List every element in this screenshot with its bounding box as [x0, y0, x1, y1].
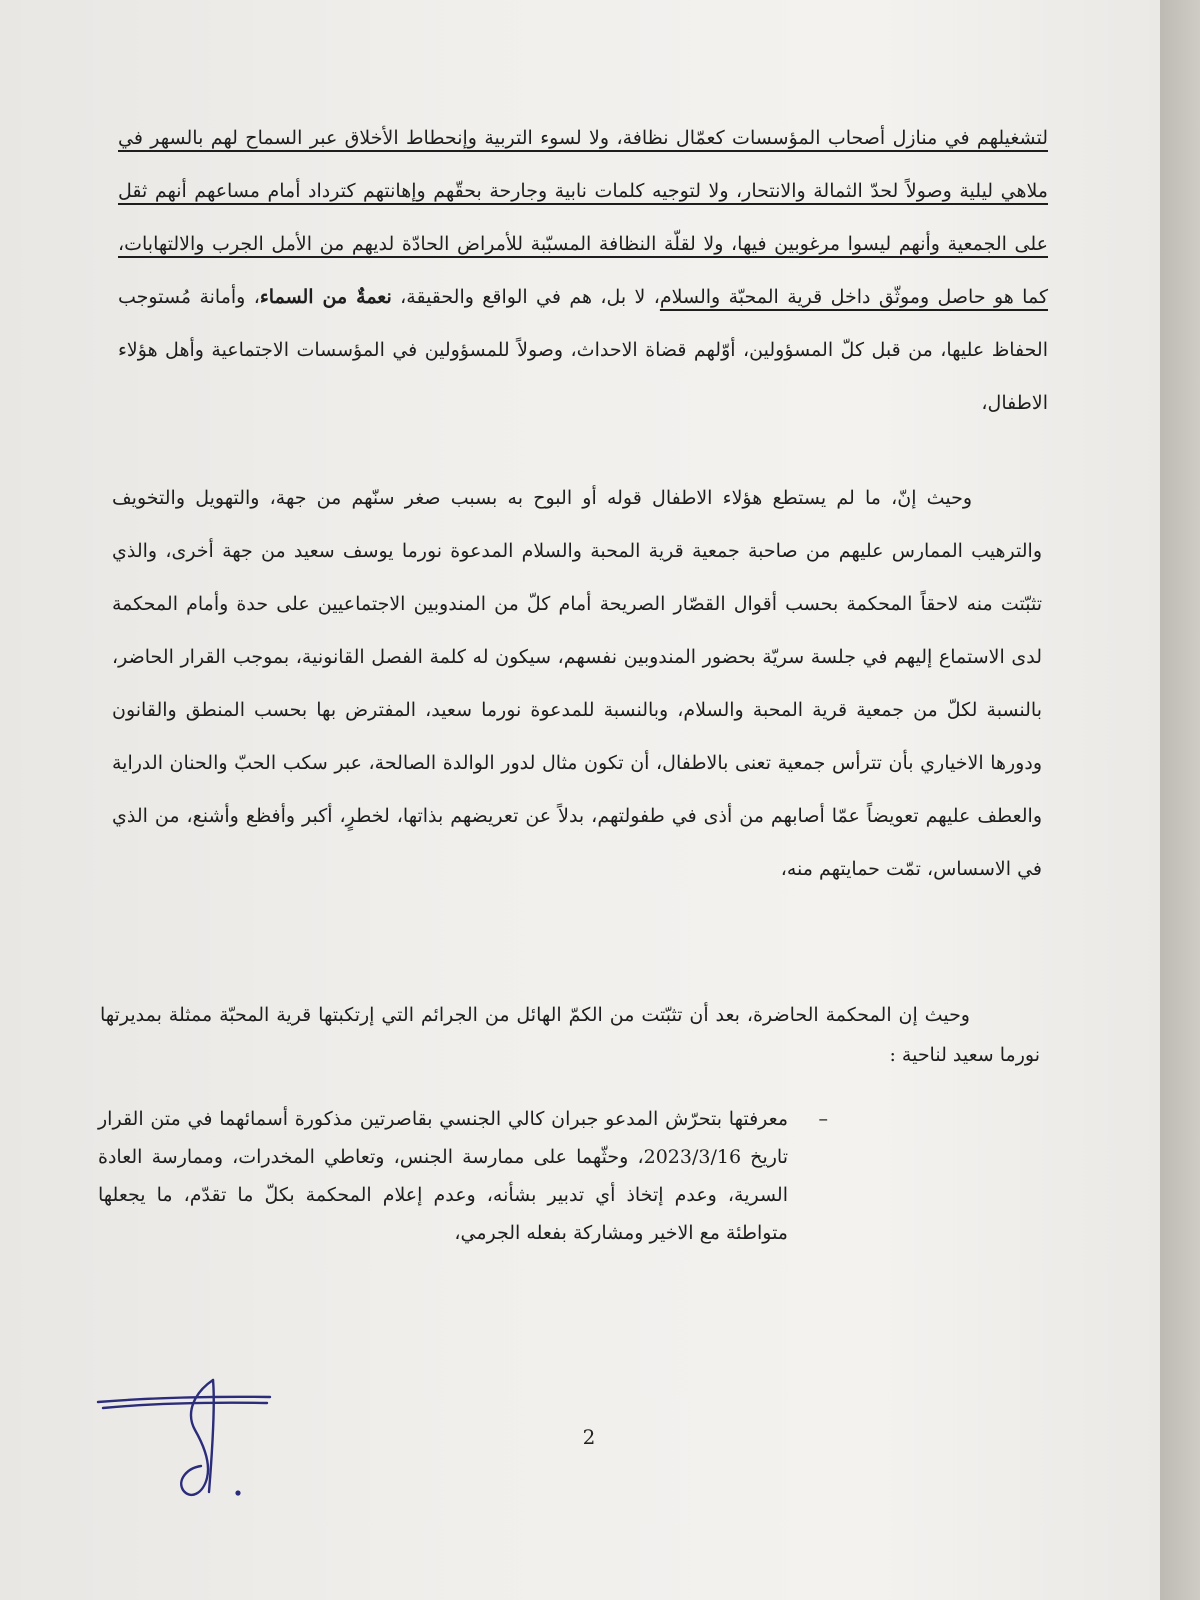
bullet-item: [98, 1100, 828, 1252]
paragraph-children-blessing: [118, 112, 1048, 430]
paragraph-whereas-court: [100, 995, 1040, 1075]
passage-text-end: ، وأمانة مُستوجب الحفاظ عليها، من قبل كلّ المسؤولين، أوّلهم قضاة الاحداث، وصولاً للمسؤولين في المؤسسات الاجتماعية وأهل هؤلاء الاطفال،: [118, 286, 1048, 414]
bullet-text: معرفتها بتحرّش المدعو جبران كالي الجنسي بقاصرتين مذكورة أسمائهما في متن القرار تاريخ 2023/3/16، وحثّهما على ممارسة الجنس، وتعاطي المخدرات، وممارسة العادة السرية، وعدم إتخاذ أي تدبير بشأنه، وعدم إعلام المحكمة بكلّ ما تقدّم، ما يجعلها متواطئة مع الاخير ومشاركة بفعله الجرمي،: [98, 1108, 788, 1244]
signature: [95, 1372, 275, 1512]
passage-text: ، لا بل، هم في الواقع والحقيقة،: [391, 286, 660, 308]
page-number: 2: [582, 1425, 596, 1449]
page-edge-shadow: [1160, 0, 1200, 1600]
underlined-passage: لتشغيلهم في منازل أصحاب المؤسسات كعمّال نظافة، ولا لسوء التربية وإنحطاط الأخلاق عبر السماح لهم بالسهر في ملاهي ليلية وصولاً لحدّ الثمالة والانتحار، ولا لتوجيه كلمات نابية وجارحة بحقّهم وإهانتهم كترداد أمام مساعهم أنهم ثقل على الجمعية وأنهم ليسوا مرغوبين فيها، ولا لقلّة النظافة المسبّبة للأمراض الحادّة لديهم من الأمل الجرب والالتهابات، كما هو حاصل وموثّق داخل قرية المحبّة والسلام: [118, 127, 1048, 308]
bullet-dash: –: [818, 1108, 828, 1130]
bold-phrase: نعمةٌ من السماء: [259, 286, 392, 308]
paragraph-whereas-children: [112, 472, 1042, 896]
paragraph-text: وحيث إن المحكمة الحاضرة، بعد أن تثبّتت من الكمّ الهائل من الجرائم التي إرتكبتها قرية المحبّة ممثلة بمديرتها نورما سعيد لناحية :: [100, 1004, 1040, 1066]
paragraph-text: وحيث إنّ، ما لم يستطع هؤلاء الاطفال قوله أو البوح به بسبب صغر سنّهم من جهة، والتهويل والتخويف والترهيب الممارس عليهم من صاحبة جمعية قرية المحبة والسلام المدعوة نورما يوسف سعيد من جهة أخرى، والذي تثبّتت منه لاحقاً المحكمة بحسب أقوال القصّار الصريحة أمام كلّ من المندوبين الاجتماعيين على حدة وأمام المحكمة لدى الاستماع إليهم في جلسة سريّة بحضور المندوبين نفسهم، سيكون له كلمة الفصل القانونية، بموجب القرار الحاضر، بالنسبة لكلّ من جمعية قرية المحبة والسلام، وبالنسبة للمدعوة نورما سعيد، المفترض بها بحسب المنطق والقانون ودورها الاخياري بأن تترأس جمعية تعنى بالاطفال، أن تكون مثال لدور الوالدة الصالحة، عبر سكب الحبّ والحنان الدراية والعطف عليهم تعويضاً عمّا أصابهم من أذى في طفولتهم، بدلاً عن تعريضهم بذاتها، لخطرٍ، أكبر وأفظع وأشنع، من الذي في الاسساس، تمّت حمايتهم منه،: [112, 487, 1042, 880]
